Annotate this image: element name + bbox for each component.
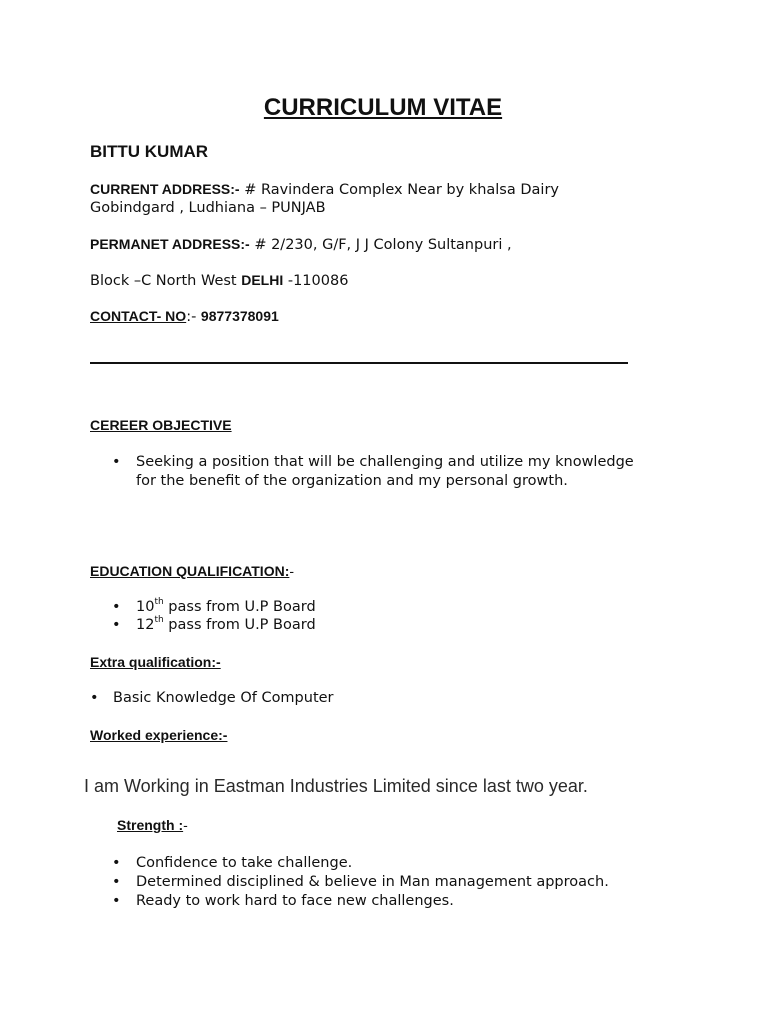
bullet-icon: •: [112, 454, 121, 470]
current-address-label: CURRENT ADDRESS:-: [90, 181, 240, 197]
objective-heading: CEREER OBJECTIVE: [90, 417, 232, 433]
permanent-address: [90, 235, 512, 254]
bullet-icon: •: [112, 855, 121, 871]
extra-qualification-text: Basic Knowledge Of Computer: [113, 690, 334, 706]
list-item: [112, 453, 636, 490]
objective-text: Seeking a position that will be challenging and utilize my knowledge for the benefit of the organization and my personal growth.: [136, 454, 634, 489]
extra-qualification-heading: Extra qualification:-: [90, 654, 221, 670]
permanent-address-label: PERMANET ADDRESS:-: [90, 236, 250, 252]
contact-label: CONTACT- NO: [90, 308, 187, 324]
bullet-icon: •: [112, 874, 121, 890]
page-title: CURRICULUM VITAE: [263, 94, 503, 121]
education-heading: [90, 563, 294, 579]
work-experience-text: I am Working in Eastman Industries Limited since last two year.: [84, 776, 588, 796]
permanent-address-line2-prefix: Block –C North West: [90, 273, 242, 289]
education-class: 12: [136, 617, 155, 633]
list-item: [112, 615, 316, 635]
strength-text: Confidence to take challenge.: [136, 855, 353, 871]
education-class: 10: [136, 599, 155, 615]
education-ordinal: th: [154, 615, 164, 626]
contact-value: 9877378091: [200, 308, 279, 324]
education-text: pass from U.P Board: [163, 617, 316, 633]
contact-separator: :-: [186, 309, 201, 325]
list-item: [112, 892, 454, 911]
list-item: [90, 689, 334, 708]
current-address-value: # Ravindera Complex Near by khalsa Dairy Gobindgard , Ludhiana – PUNJAB: [90, 182, 559, 216]
strength-heading: [117, 817, 188, 833]
contact-number: [90, 307, 279, 326]
current-address: [90, 180, 610, 217]
strength-text: Ready to work hard to face new challenges.: [136, 893, 454, 909]
work-experience-heading: Worked experience:-: [90, 727, 228, 743]
candidate-name: BITTU KUMAR: [90, 142, 209, 161]
education-ordinal: th: [154, 597, 164, 608]
section-divider: [90, 362, 628, 364]
strength-heading-suffix: -: [183, 817, 188, 833]
strength-text: Determined disciplined & believe in Man management approach.: [136, 874, 609, 890]
strength-heading-label: Strength :: [117, 817, 184, 833]
permanent-address-pin: -110086: [283, 273, 349, 289]
list-item: [112, 873, 609, 892]
bullet-icon: •: [112, 599, 121, 615]
list-item: [112, 597, 316, 617]
education-heading-label: EDUCATION QUALIFICATION:: [90, 563, 290, 579]
bullet-icon: •: [112, 617, 121, 633]
permanent-address-line2: [90, 271, 348, 290]
permanent-address-city: DELHI: [241, 272, 284, 288]
permanent-address-line1: # 2/230, G/F, J J Colony Sultanpuri ,: [249, 237, 512, 253]
bullet-icon: •: [112, 893, 121, 909]
education-heading-suffix: -: [289, 563, 295, 579]
education-text: pass from U.P Board: [163, 599, 316, 615]
bullet-icon: •: [90, 690, 99, 706]
list-item: [112, 854, 353, 873]
